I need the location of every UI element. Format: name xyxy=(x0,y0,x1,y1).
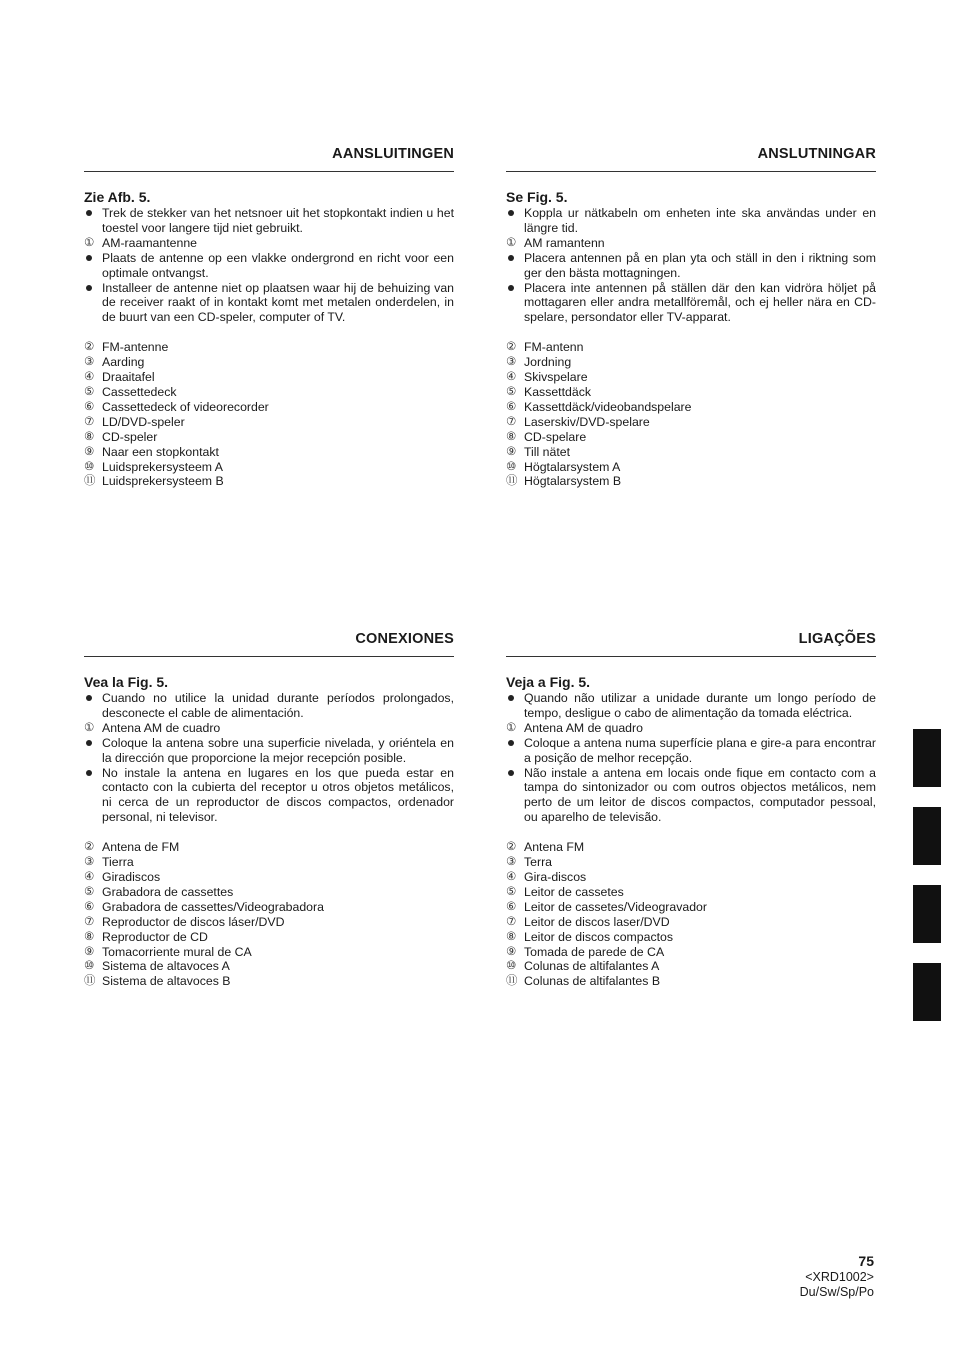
item-number: ⑨ xyxy=(84,445,95,458)
item-text: Jordning xyxy=(524,355,572,370)
item-text: Kassettdäck xyxy=(524,384,591,399)
item-text: Giradiscos xyxy=(102,869,161,884)
item-number: ⑨ xyxy=(506,945,517,958)
bullet-dot xyxy=(86,770,92,776)
list-item xyxy=(506,721,876,736)
item-number: ⑪ xyxy=(84,975,96,988)
item-number: ⑩ xyxy=(84,960,95,973)
bullet-dot xyxy=(86,210,92,216)
component-list xyxy=(506,840,876,989)
bullet-dot xyxy=(508,770,514,776)
bullet-dot xyxy=(86,695,92,701)
item-text: Leitor de cassetes xyxy=(524,884,624,899)
item-text: Antena FM xyxy=(524,840,585,855)
section-dutch xyxy=(84,143,454,489)
item-text: Installeer de antenne niet op plaatsen waar hij de behuizing van de receiver raakt of in kontakt komt met metalen onderdelen, in de buurt van een CD-speler, computer of TV. xyxy=(102,280,454,325)
language-codes: Du/Sw/Sp/Po xyxy=(799,1285,874,1299)
section-title: LIGAÇÕES xyxy=(506,628,876,657)
section-subtitle: Zie Afb. 5. xyxy=(84,189,151,205)
instruction-list xyxy=(506,206,876,325)
bullet-dot xyxy=(508,695,514,701)
section-spanish xyxy=(84,628,454,989)
section-swedish xyxy=(506,143,876,489)
item-text: Luidsprekersysteem A xyxy=(102,459,223,474)
bullet-dot xyxy=(508,740,514,746)
item-text: Antena AM de cuadro xyxy=(102,720,221,735)
list-item xyxy=(84,930,454,945)
item-text: Leitor de discos laser/DVD xyxy=(524,914,670,929)
item-text: Terra xyxy=(524,855,553,870)
item-text: Tomacorriente mural de CA xyxy=(102,944,252,959)
item-number: ⑦ xyxy=(506,915,517,928)
list-item xyxy=(84,370,454,385)
list-item xyxy=(84,236,454,251)
list-item xyxy=(84,400,454,415)
item-text: LD/DVD-speler xyxy=(102,414,185,429)
list-item xyxy=(84,251,454,281)
item-text: Trek de stekker van het netsnoer uit het stopkontakt indien u het toestel voor langere tijd niet gebruikt. xyxy=(102,206,454,235)
list-item xyxy=(84,281,454,326)
list-item xyxy=(506,370,876,385)
item-text: Luidsprekersysteem B xyxy=(102,474,224,489)
list-item xyxy=(84,445,454,460)
bullet-icon xyxy=(84,691,102,721)
item-number: ③ xyxy=(84,356,95,369)
item-number: ③ xyxy=(506,856,517,869)
item-text: Aarding xyxy=(102,355,145,370)
language-tab-marker xyxy=(913,729,941,787)
list-item xyxy=(84,460,454,475)
item-text: Kassettdäck/videobandspelare xyxy=(524,399,692,414)
list-item xyxy=(506,460,876,475)
item-number: ⑤ xyxy=(506,885,517,898)
bullet-dot xyxy=(86,285,92,291)
item-number: ⑧ xyxy=(506,930,517,943)
item-number: ⑦ xyxy=(84,915,95,928)
list-item xyxy=(506,959,876,974)
list-item xyxy=(84,355,454,370)
item-number: ③ xyxy=(506,356,517,369)
language-tab-marker xyxy=(913,963,941,1021)
item-text: Placera antennen på en plan yta och ställ in den i riktning som ger den bästa mottagningen. xyxy=(524,250,876,280)
component-list xyxy=(84,840,454,989)
item-text: Draaitafel xyxy=(102,370,155,385)
item-text: Tomada de parede de CA xyxy=(524,944,665,959)
model-code: <XRD1002> xyxy=(805,1270,874,1284)
item-text: FM-antenn xyxy=(524,340,584,355)
list-item xyxy=(506,474,876,489)
list-item xyxy=(506,281,876,326)
item-text: Högtalarsystem A xyxy=(524,459,621,474)
list-item xyxy=(506,885,876,900)
item-text: Tierra xyxy=(102,855,134,870)
item-number: ⑤ xyxy=(84,885,95,898)
item-number: ⑥ xyxy=(84,900,95,913)
list-item xyxy=(84,766,454,826)
list-item xyxy=(506,691,876,721)
list-item xyxy=(506,355,876,370)
section-title: AANSLUITINGEN xyxy=(84,143,454,172)
item-text: AM ramantenn xyxy=(524,235,605,250)
item-number: ① xyxy=(506,236,517,249)
page-number: 75 xyxy=(858,1253,874,1269)
item-text: Coloque la antena sobre una superficie nivelada, y oriéntela en la dirección que proporcione la mejor recepción posible. xyxy=(102,735,454,765)
list-item xyxy=(84,959,454,974)
list-item xyxy=(506,974,876,989)
item-text: Grabadora de cassettes xyxy=(102,884,234,899)
list-item xyxy=(84,385,454,400)
list-item xyxy=(84,840,454,855)
item-text: Quando não utilizar a unidade durante um longo período de tempo, desligue o cabo de alimentação da tomada eléctrica. xyxy=(524,691,876,720)
section-title: ANSLUTNINGAR xyxy=(506,143,876,172)
item-number: ② xyxy=(506,841,517,854)
item-number: ⑦ xyxy=(506,415,517,428)
item-number: ⑥ xyxy=(84,400,95,413)
item-text: Gira-discos xyxy=(524,869,587,884)
bullet-icon xyxy=(84,766,102,826)
item-number: ② xyxy=(506,341,517,354)
item-number: ⑦ xyxy=(84,415,95,428)
bullet-icon xyxy=(506,281,524,326)
item-number: ④ xyxy=(84,870,95,883)
item-number: ③ xyxy=(84,856,95,869)
item-text: Koppla ur nätkabeln om enheten inte ska användas under en längre tid. xyxy=(524,206,876,235)
list-item xyxy=(506,445,876,460)
instruction-list xyxy=(84,691,454,825)
section-subtitle: Se Fig. 5. xyxy=(506,189,568,205)
instruction-list xyxy=(506,691,876,825)
bullet-dot xyxy=(508,210,514,216)
item-number: ⑪ xyxy=(506,475,518,488)
item-text: Sistema de altavoces A xyxy=(102,959,230,974)
list-item xyxy=(506,855,876,870)
list-item xyxy=(506,206,876,236)
item-text: Não instale a antena em locais onde fique em contacto com a tampa do sintonizador ou com outros objectos metálicos, nem perto de um leitor de discos compactos, computador pessoal, ou aparelho de televisão. xyxy=(524,765,876,825)
item-text: Coloque a antena numa superfície plana e gire-a para encontrar a posição de melhor recepção. xyxy=(524,735,876,765)
item-number: ② xyxy=(84,841,95,854)
item-number: ④ xyxy=(506,870,517,883)
language-tab-marker xyxy=(913,807,941,865)
section-title: CONEXIONES xyxy=(84,628,454,657)
item-text: Placera inte antennen på ställen där den kan vidröra höljet på mottagaren eller andra metallföremål, och ej heller nära en CD-spelare, persondator eller TV-apparat. xyxy=(524,280,876,325)
bullet-icon xyxy=(84,281,102,326)
bullet-icon xyxy=(506,766,524,826)
list-item xyxy=(84,855,454,870)
list-item xyxy=(506,415,876,430)
item-text: Skivspelare xyxy=(524,370,588,385)
item-number: ① xyxy=(506,721,517,734)
bullet-dot xyxy=(508,285,514,291)
page-footer xyxy=(800,1252,874,1300)
section-subtitle: Vea la Fig. 5. xyxy=(84,674,169,690)
item-text: Colunas de altifalantes A xyxy=(524,959,660,974)
list-item xyxy=(506,236,876,251)
component-list xyxy=(84,340,454,489)
list-item xyxy=(84,340,454,355)
list-item xyxy=(84,915,454,930)
item-text: Cuando no utilice la unidad durante períodos prolongados, desconecte el cable de alimentación. xyxy=(102,691,454,720)
item-text: Grabadora de cassettes/Videograbadora xyxy=(102,899,324,914)
item-number: ⑥ xyxy=(506,900,517,913)
list-item xyxy=(84,870,454,885)
item-number: ⑧ xyxy=(84,930,95,943)
bullet-icon xyxy=(506,736,524,766)
bullet-icon xyxy=(84,206,102,236)
bullet-icon xyxy=(506,251,524,281)
item-number: ⑨ xyxy=(506,445,517,458)
section-portuguese xyxy=(506,628,876,989)
item-number: ⑤ xyxy=(506,385,517,398)
item-text: Cassettedeck xyxy=(102,384,177,399)
item-text: Till nätet xyxy=(524,444,571,459)
component-list xyxy=(506,340,876,489)
bullet-dot xyxy=(86,255,92,261)
item-text: CD-speler xyxy=(102,429,158,444)
list-item xyxy=(506,340,876,355)
item-text: Cassettedeck of videorecorder xyxy=(102,399,269,414)
list-item xyxy=(506,430,876,445)
list-item xyxy=(506,400,876,415)
item-text: Colunas de altifalantes B xyxy=(524,974,661,989)
list-item xyxy=(84,415,454,430)
list-item xyxy=(506,870,876,885)
list-item xyxy=(84,474,454,489)
item-text: Laserskiv/DVD-spelare xyxy=(524,414,650,429)
list-item xyxy=(84,721,454,736)
list-item xyxy=(84,900,454,915)
item-text: No instale la antena en lugares en los que pueda estar en contacto con la cubierta del receptor u otros objetos metálicos, ni cerca de un reproductor de discos compactos, ordenador personal, ni televisor. xyxy=(102,765,454,825)
item-number: ⑧ xyxy=(506,430,517,443)
item-number: ⑤ xyxy=(84,385,95,398)
instruction-list xyxy=(84,206,454,325)
item-text: Plaats de antenne op een vlakke ondergrond en richt voor een optimale ontvangst. xyxy=(102,250,454,280)
list-item xyxy=(506,945,876,960)
item-text: Reproductor de discos láser/DVD xyxy=(102,914,285,929)
list-item xyxy=(84,206,454,236)
item-number: ⑥ xyxy=(506,400,517,413)
item-text: AM-raamantenne xyxy=(102,235,198,250)
bullet-icon xyxy=(84,736,102,766)
item-text: Naar een stopkontakt xyxy=(102,444,219,459)
list-item xyxy=(506,251,876,281)
item-text: Leitor de cassetes/Videogravador xyxy=(524,899,707,914)
item-text: Sistema de altavoces B xyxy=(102,974,231,989)
list-item xyxy=(84,736,454,766)
item-text: Antena AM de quadro xyxy=(524,720,643,735)
item-text: Reproductor de CD xyxy=(102,929,208,944)
item-number: ① xyxy=(84,236,95,249)
item-text: FM-antenne xyxy=(102,340,169,355)
item-text: Leitor de discos compactos xyxy=(524,929,674,944)
list-item xyxy=(84,430,454,445)
item-text: Högtalarsystem B xyxy=(524,474,622,489)
item-number: ② xyxy=(84,341,95,354)
list-item xyxy=(84,885,454,900)
item-number: ⑧ xyxy=(84,430,95,443)
item-number: ① xyxy=(84,721,95,734)
item-number: ⑨ xyxy=(84,945,95,958)
item-number: ④ xyxy=(506,371,517,384)
bullet-icon xyxy=(506,206,524,236)
list-item xyxy=(84,691,454,721)
item-number: ⑪ xyxy=(506,975,518,988)
section-subtitle: Veja a Fig. 5. xyxy=(506,674,591,690)
item-number: ⑪ xyxy=(84,475,96,488)
list-item xyxy=(506,930,876,945)
list-item xyxy=(84,945,454,960)
list-item xyxy=(84,974,454,989)
item-number: ⑩ xyxy=(506,960,517,973)
item-number: ⑩ xyxy=(506,460,517,473)
item-text: Antena de FM xyxy=(102,840,180,855)
item-text: CD-spelare xyxy=(524,429,587,444)
list-item xyxy=(506,385,876,400)
list-item xyxy=(506,900,876,915)
list-item xyxy=(506,766,876,826)
list-item xyxy=(506,840,876,855)
item-number: ④ xyxy=(84,371,95,384)
language-tab-marker xyxy=(913,885,941,943)
bullet-dot xyxy=(508,255,514,261)
bullet-icon xyxy=(506,691,524,721)
list-item xyxy=(506,736,876,766)
bullet-dot xyxy=(86,740,92,746)
item-number: ⑩ xyxy=(84,460,95,473)
list-item xyxy=(506,915,876,930)
bullet-icon xyxy=(84,251,102,281)
